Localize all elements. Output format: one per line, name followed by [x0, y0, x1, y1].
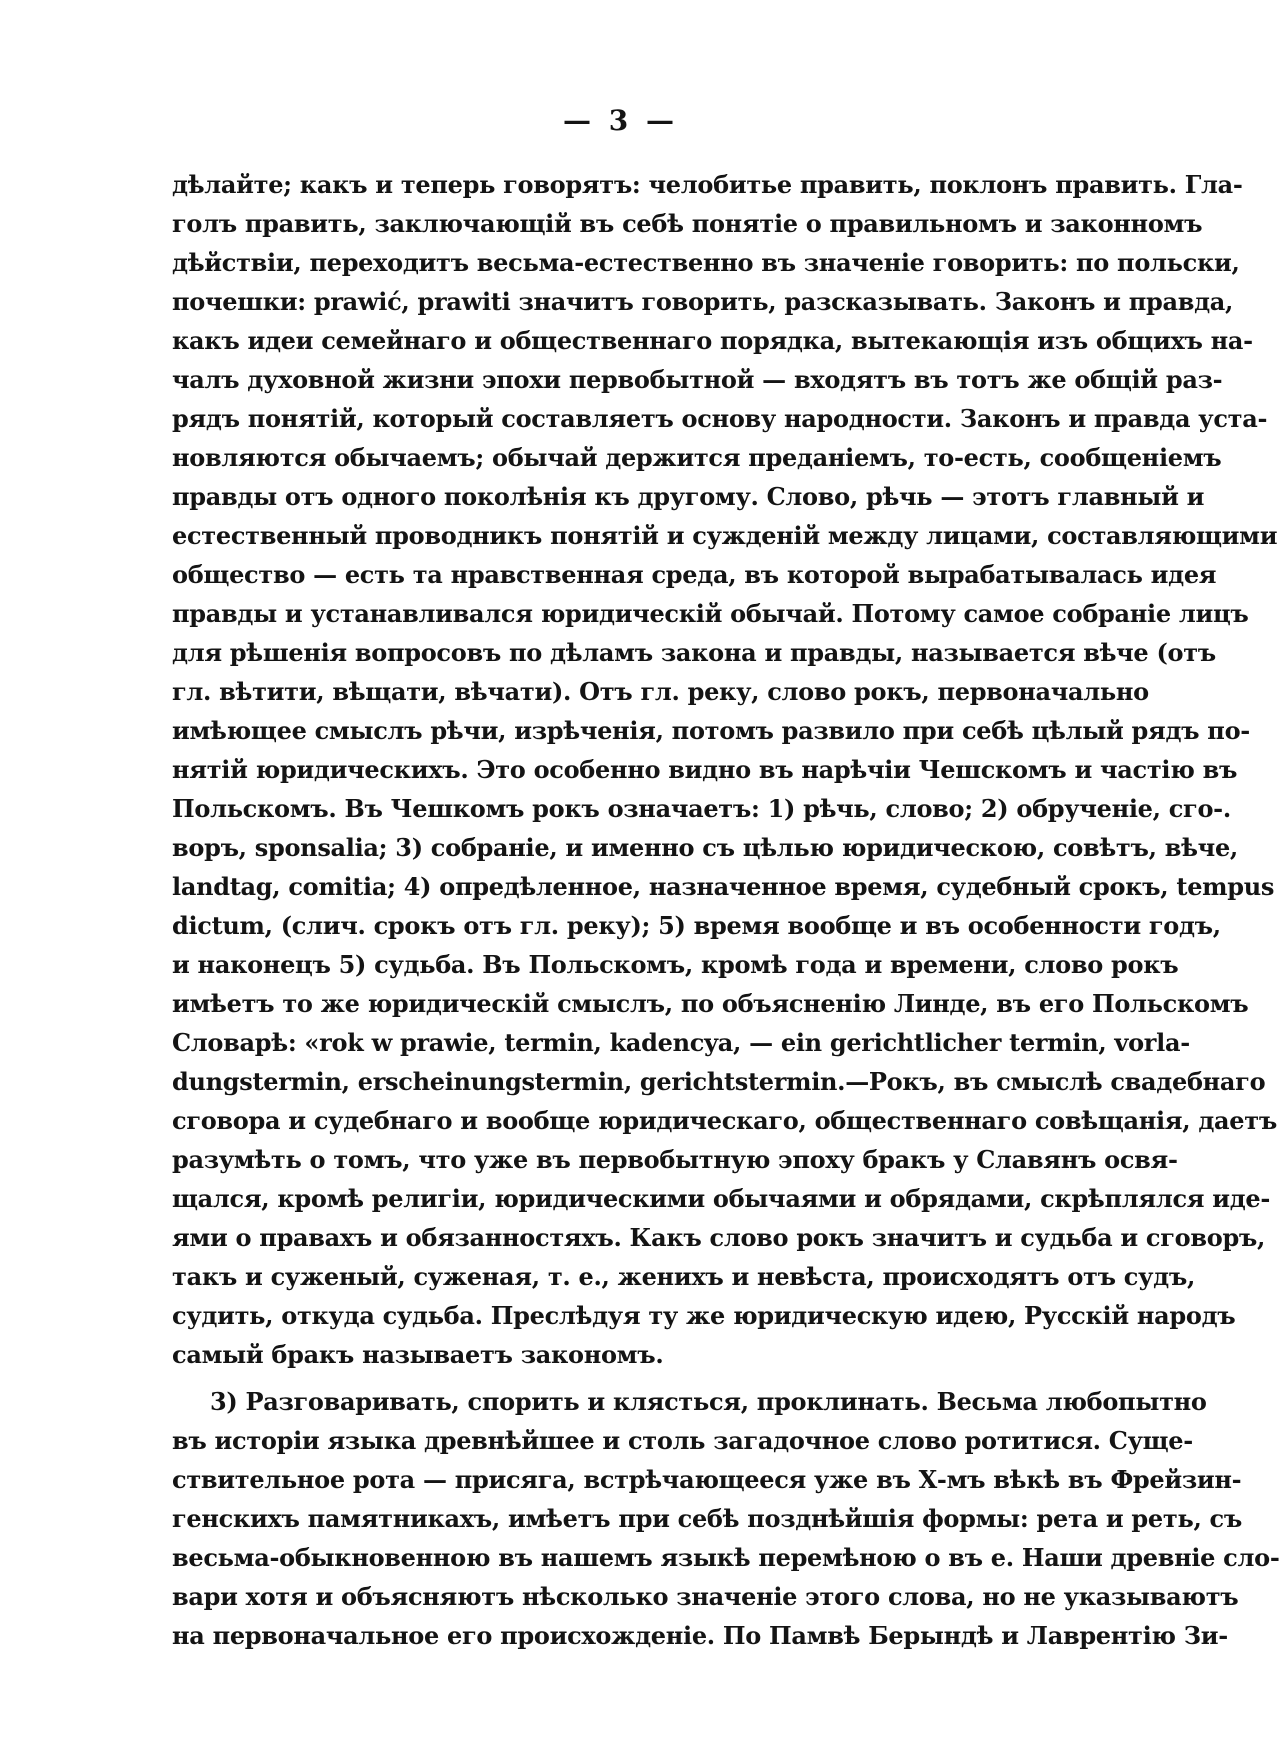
text-line: для рѣшенія вопросовъ по дѣламъ закона и правды, называется вѣче (отъ: [172, 638, 1216, 667]
text-line: такъ и суженый, суженая, т. е., женихъ и невѣста, происходятъ отъ судъ,: [172, 1262, 1196, 1291]
text-line: въ исторіи языка древнѣйшее и столь загадочное слово ротитися. Суще-: [172, 1426, 1193, 1455]
text-line: общество — есть та нравственная среда, въ которой вырабатывалась идея: [172, 560, 1217, 589]
text-line: dungstermin, erscheinungstermin, gerichtstermin.—Рокъ, въ смыслѣ свадебнаго: [172, 1067, 1266, 1096]
text-line: правды отъ одного поколѣнія къ другому. Слово, рѣчь — этотъ главный и: [172, 482, 1205, 511]
text-line: какъ идеи семейнаго и общественнаго порядка, вытекающія изъ общихъ на-: [172, 326, 1253, 355]
text-line: dictum, (слич. срокъ отъ гл. реку); 5) время вообще и въ особенности годъ,: [172, 911, 1221, 940]
text-line: генскихъ памятникахъ, имѣетъ при себѣ позднѣйшія формы: рета и реть, съ: [172, 1504, 1242, 1533]
text-line: дѣйствіи, переходитъ весьма-естественно въ значеніе говорить: по польски,: [172, 248, 1240, 277]
text-line: ями о правахъ и обязанностяхъ. Какъ слово рокъ значитъ и судьба и сговоръ,: [172, 1223, 1266, 1252]
text-line: разумѣть о томъ, что уже въ первобытную эпоху бракъ у Славянъ освя-: [172, 1145, 1178, 1174]
page-number: — 3 —: [563, 104, 678, 137]
text-line: воръ, sponsalia; 3) собраніе, и именно съ цѣлью юридическою, совѣтъ, вѣче,: [172, 833, 1238, 862]
text-line: голъ править, заключающій въ себѣ понятіе о правильномъ и законномъ: [172, 209, 1203, 238]
text-line: сговора и судебнаго и вообще юридическаго, общественнаго совѣщанія, даетъ: [172, 1106, 1277, 1135]
text-line: Польскомъ. Въ Чешкомъ рокъ означаетъ: 1) рѣчь, слово; 2) обрученіе, сго-.: [172, 794, 1231, 823]
text-line: самый бракъ называетъ закономъ.: [172, 1340, 664, 1369]
text-line: имѣетъ то же юридическій смыслъ, по объясненію Линде, въ его Польскомъ: [172, 989, 1249, 1018]
text-line: нятій юридическихъ. Это особенно видно въ нарѣчіи Чешскомъ и частію въ: [172, 755, 1238, 784]
text-line: вари хотя и объясняютъ нѣсколько значеніе этого слова, но не указываютъ: [172, 1582, 1239, 1611]
paragraph: [172, 1382, 1280, 1655]
text-line: на первоначальное его происхожденіе. По Памвѣ Берындѣ и Лаврентію Зи-: [172, 1621, 1228, 1650]
text-line: landtag, comitia; 4) опредѣленное, назначенное время, судебный срокъ, tempus: [172, 872, 1275, 901]
text-line: чалъ духовной жизни эпохи первобытной — входятъ въ тотъ же общій раз-: [172, 365, 1223, 394]
text-line: естественный проводникъ понятій и сужденій между лицами, составляющими: [172, 521, 1278, 550]
text-line: и наконецъ 5) судьба. Въ Польскомъ, кромѣ года и времени, слово рокъ: [172, 950, 1179, 979]
paragraph: [172, 165, 1278, 1374]
text-line: ствительное рота — присяга, встрѣчающееся уже въ Х-мъ вѣкѣ въ Фрейзин-: [172, 1465, 1242, 1494]
text-line: рядъ понятій, который составляетъ основу народности. Законъ и правда уста-: [172, 404, 1268, 433]
text-line: новляются обычаемъ; обычай держится преданіемъ, то-есть, сообщеніемъ: [172, 443, 1222, 472]
text-line: щался, кромѣ религіи, юридическими обычаями и обрядами, скрѣплялся иде-: [172, 1184, 1271, 1213]
text-line: почешки: prawić, prawiti значитъ говорить, разсказывать. Законъ и правда,: [172, 287, 1234, 316]
body-text: [172, 165, 1280, 1655]
text-line: гл. вѣтити, вѣщати, вѣчати). Отъ гл. реку, слово рокъ, первоначально: [172, 677, 1149, 706]
text-line: дѣлайте; какъ и теперь говорятъ: челобитье править, поклонъ править. Гла-: [172, 170, 1243, 199]
text-line: имѣющее смыслъ рѣчи, изрѣченія, потомъ развило при себѣ цѣлый рядъ по-: [172, 716, 1250, 745]
paragraph-gap: [172, 1374, 1072, 1382]
text-line: судить, откуда судьба. Преслѣдуя ту же юридическую идею, Русскій народъ: [172, 1301, 1236, 1330]
text-line: Словарѣ: «rok w prawie, termin, kadencya, — ein gerichtlicher termin, vorla-: [172, 1028, 1190, 1057]
text-line: 3) Разговаривать, спорить и клясться, проклинать. Весьма любопытно: [210, 1387, 1207, 1416]
text-line: весьма-обыкновенною въ нашемъ языкѣ перемѣною о въ е. Наши древніе сло-: [172, 1543, 1280, 1572]
text-line: правды и устанавливался юридическій обычай. Потому самое собраніе лицъ: [172, 599, 1249, 628]
